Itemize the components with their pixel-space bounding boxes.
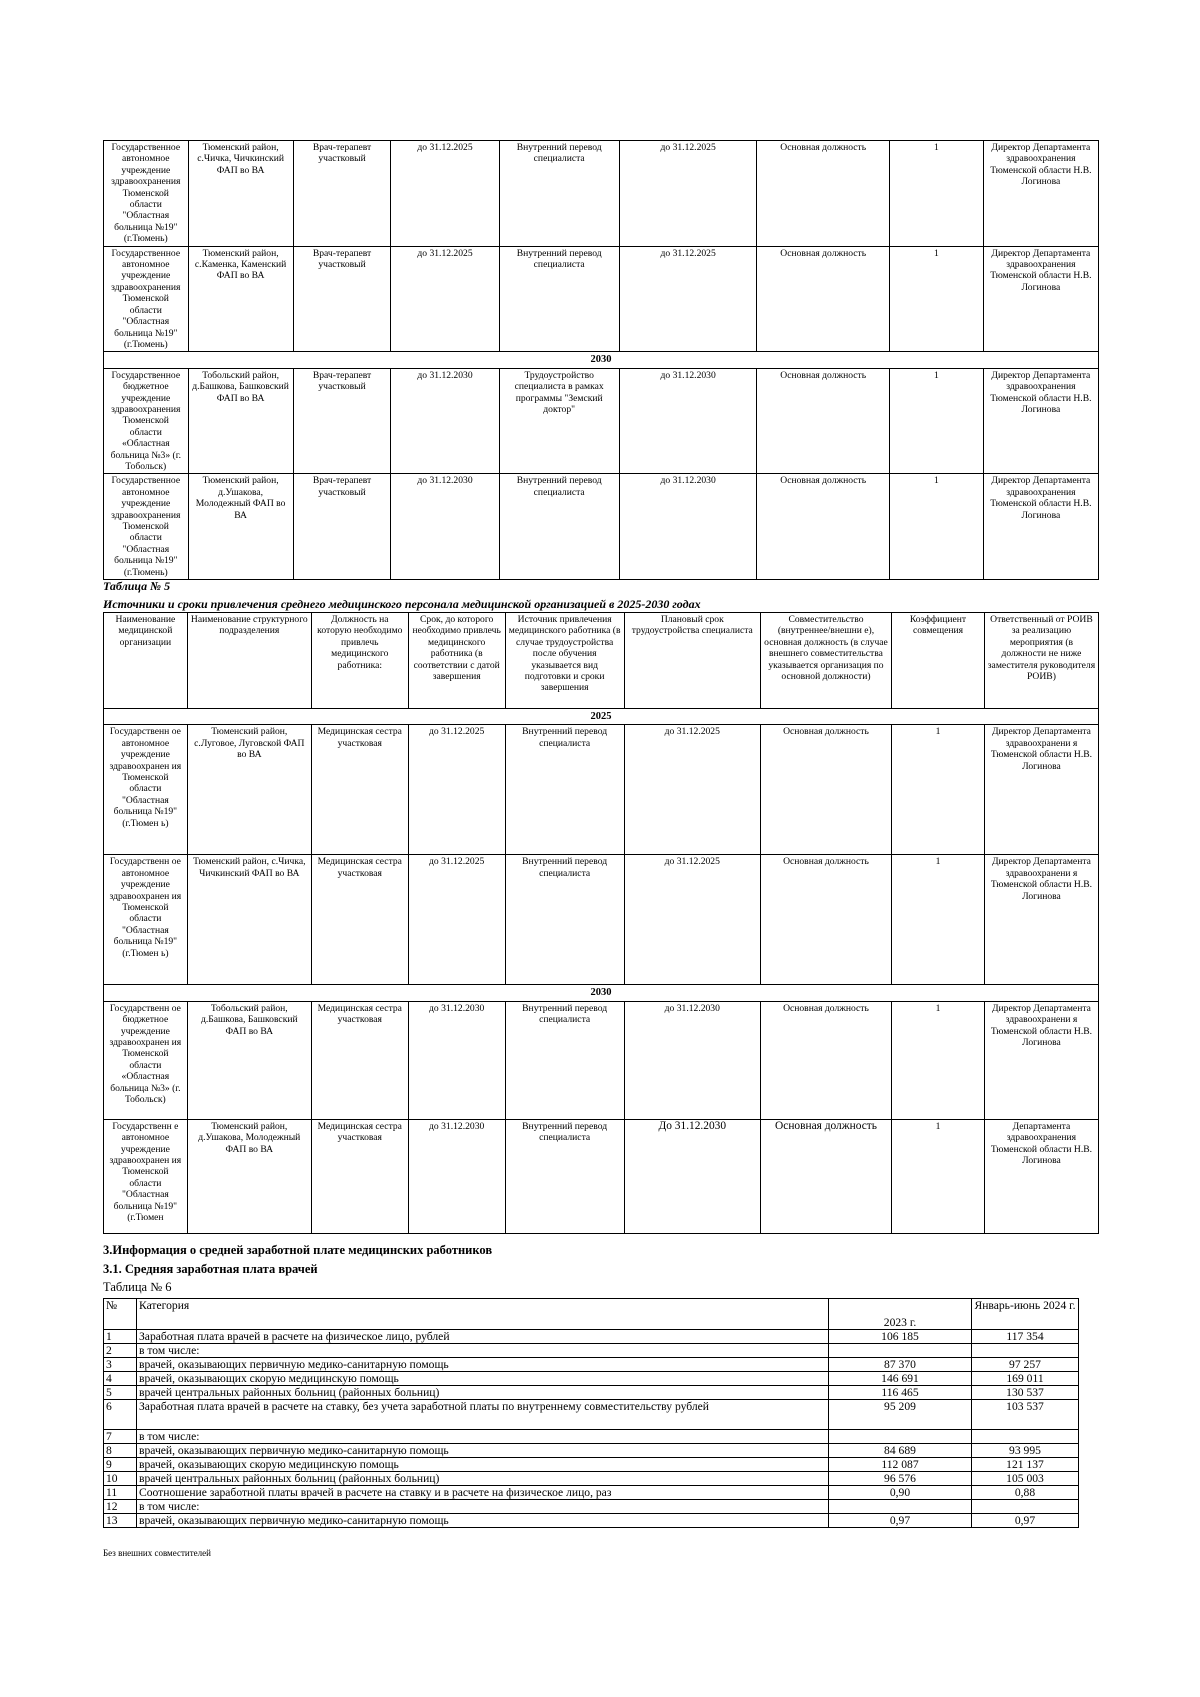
table-row: 3 врачей, оказывающих первичную медико-санитарную помощь 87 370 97 257 — [104, 1358, 1079, 1372]
table-row: 12 в том числе: — [104, 1500, 1079, 1514]
table-row: 13 врачей, оказывающих первичную медико-санитарную помощь 0,97 0,97 — [104, 1514, 1079, 1528]
column-header: Срок, до которого необходимо привлечь медицинского работника (в соответствии с датой завершения — [408, 613, 505, 709]
column-header: Источник привлечения медицинского работника (в случае трудоустройства после обучения указывается вид подготовки и сроки завершения — [505, 613, 624, 709]
column-header: Совместительство (внутреннее/внешни е), основная должность (в случае внешнего совместительства указывается организация по основной должности) — [760, 613, 891, 709]
table-row: Государственное автономное учреждение здравоохранения Тюменской области "Областная больница №19"(г.Тюмень) Тюменский район, д.Ушакова, Молодежный ФАП во ВА Врач-терапевт участковый до 31.12.2030 Внутренний перевод специалиста до 31.12.2030 Основная должность 1 Директор Департамента здравоохранения Тюменской области Н.В. Логинова — [104, 474, 1099, 580]
subsection-heading: 3.1. Средняя заработная плата врачей — [103, 1262, 318, 1276]
table-row: Государственное бюджетное учреждение здравоохранения Тюменской области «Областная больница №3» (г. Тобольск) Тобольский район, д.Башкова, Башковский ФАП во ВА Врач-терапевт участковый до 31.12.2030 Трудоустройство специалиста в рамках программы "Земский доктор" до 31.12.2030 Основная должность 1 Директор Департамента здравоохранения Тюменской области Н.В. Логинова — [104, 368, 1099, 474]
table-row: Государственн ое бюджетное учреждение здравоохранен ия Тюменской области «Областная больница №3» (г. Тобольск) Тобольский район, д.Башкова, Башковский ФАП во ВА Медицинская сестра участковая до 31.12.2030 Внутренний перевод специалиста до 31.12.2030 Основная должность 1 Директор Департамента здравоохранени я Тюменской области Н.В. Логинова — [104, 1001, 1099, 1119]
column-header: Ответственный от РОИВ за реализацию мероприятия (в должности не ниже заместителя руководителя РОИВ) — [984, 613, 1098, 709]
column-header: Коэффициент совмещения — [892, 613, 985, 709]
column-header: Категория — [137, 1299, 829, 1330]
column-header: Январь-июнь 2024 г. — [972, 1299, 1079, 1330]
year-row-2025: 2025 — [104, 709, 1099, 725]
table-footnote: Без внешних совместителей — [103, 1548, 211, 1558]
doctors-staffing-table — [103, 140, 1099, 580]
year-row-2030: 2030 — [104, 985, 1099, 1001]
table-row: 11 Соотношение заработной платы врачей в расчете на ставку и в расчете на физическое лицо, раз 0,90 0,88 — [104, 1486, 1079, 1500]
table-row: 2 в том числе: — [104, 1344, 1079, 1358]
table-row: Государственн ое автономное учреждение здравоохранен ия Тюменской области "Областная больница №19"(г.Тюмен ь) Тюменский район, с.Чичка, Чичкинский ФАП во ВА Медицинская сестра участковая до 31.12.2025 Внутренний перевод специалиста до 31.12.2025 Основная должность 1 Директор Департамента здравоохранени я Тюменской области Н.В. Логинова — [104, 855, 1099, 985]
column-header: Наименование медицинской организации — [104, 613, 188, 709]
column-header: Должность на которую необходимо привлечь медицинского работника: — [311, 613, 408, 709]
table-row: 10 врачей центральных районных больниц (районных больниц) 96 576 105 003 — [104, 1472, 1079, 1486]
table-row: 7 в том числе: — [104, 1430, 1079, 1444]
salary-table — [103, 1298, 1079, 1528]
column-header: 2023 г. — [829, 1299, 972, 1330]
year-row-2030: 2030 — [104, 352, 1099, 368]
table-row: Государственн ое автономное учреждение здравоохранен ия Тюменской области "Областная больница №19"(г.Тюмен ь) Тюменский район, с.Луговое, Луговской ФАП во ВА Медицинская сестра участковая до 31.12.2025 Внутренний перевод специалиста до 31.12.2025 Основная должность 1 Директор Департамента здравоохранени я Тюменской области Н.В. Логинова — [104, 725, 1099, 855]
section-heading: 3.Информация о средней заработной плате медицинских работников — [103, 1243, 493, 1257]
table-6-label: Таблица № 6 — [103, 1280, 172, 1294]
column-header: № — [104, 1299, 137, 1330]
table-row: 5 врачей центральных районных больниц (районных больниц) 116 465 130 537 — [104, 1386, 1079, 1400]
table-row: 8 врачей, оказывающих первичную медико-санитарную помощь 84 689 93 995 — [104, 1444, 1079, 1458]
table-5-title: Источники и сроки привлечения среднего медицинского персонала медицинской организацией в 2025-2030 годах — [103, 597, 701, 611]
table-row: Государственное автономное учреждение здравоохранения Тюменской области "Областная больница №19"(г.Тюмень) Тюменский район, с.Каменка, Каменский ФАП во ВА Врач-терапевт участковый до 31.12.2025 Внутренний перевод специалиста до 31.12.2025 Основная должность 1 Директор Департамента здравоохранения Тюменской области Н.В. Логинова — [104, 246, 1099, 352]
nursing-staffing-table — [103, 612, 1099, 1234]
table-row: 4 врачей, оказывающих скорую медицинскую помощь 146 691 169 011 — [104, 1372, 1079, 1386]
column-header: Наименование структурного подразделения — [187, 613, 311, 709]
table-header-row — [104, 613, 1099, 709]
table-row: Государственн е автономное учреждение здравоохранен ия Тюменской области "Областная больница №19"(г.Тюмен Тюменский район, д.Ушакова, Молодежный ФАП во ВА Медицинская сестра участковая до 31.12.2030 Внутренний перевод специалиста До 31.12.2030 Основная должность 1 Департамента здравоохранения Тюменской области Н.В. Логинова — [104, 1119, 1099, 1233]
table-5-label: Таблица № 5 — [103, 579, 171, 593]
table-row: 1 Заработная плата врачей в расчете на физическое лицо, рублей 106 185 117 354 — [104, 1330, 1079, 1344]
table-row: 9 врачей, оказывающих скорую медицинскую помощь 112 087 121 137 — [104, 1458, 1079, 1472]
column-header: Плановый срок трудоустройства специалиста — [624, 613, 760, 709]
table-row: 6 Заработная плата врачей в расчете на ставку, без учета заработной платы по внутреннему совместительству рублей 95 209 103 537 — [104, 1400, 1079, 1430]
table-row: Государственное автономное учреждение здравоохранения Тюменской области "Областная больница №19"(г.Тюмень) Тюменский район, с.Чичка, Чичкинский ФАП во ВА Врач-терапевт участковый до 31.12.2025 Внутренний перевод специалиста до 31.12.2025 Основная должность 1 Директор Департамента здравоохранения Тюменской области Н.В. Логинова — [104, 141, 1099, 247]
table-header-row — [104, 1299, 1079, 1330]
